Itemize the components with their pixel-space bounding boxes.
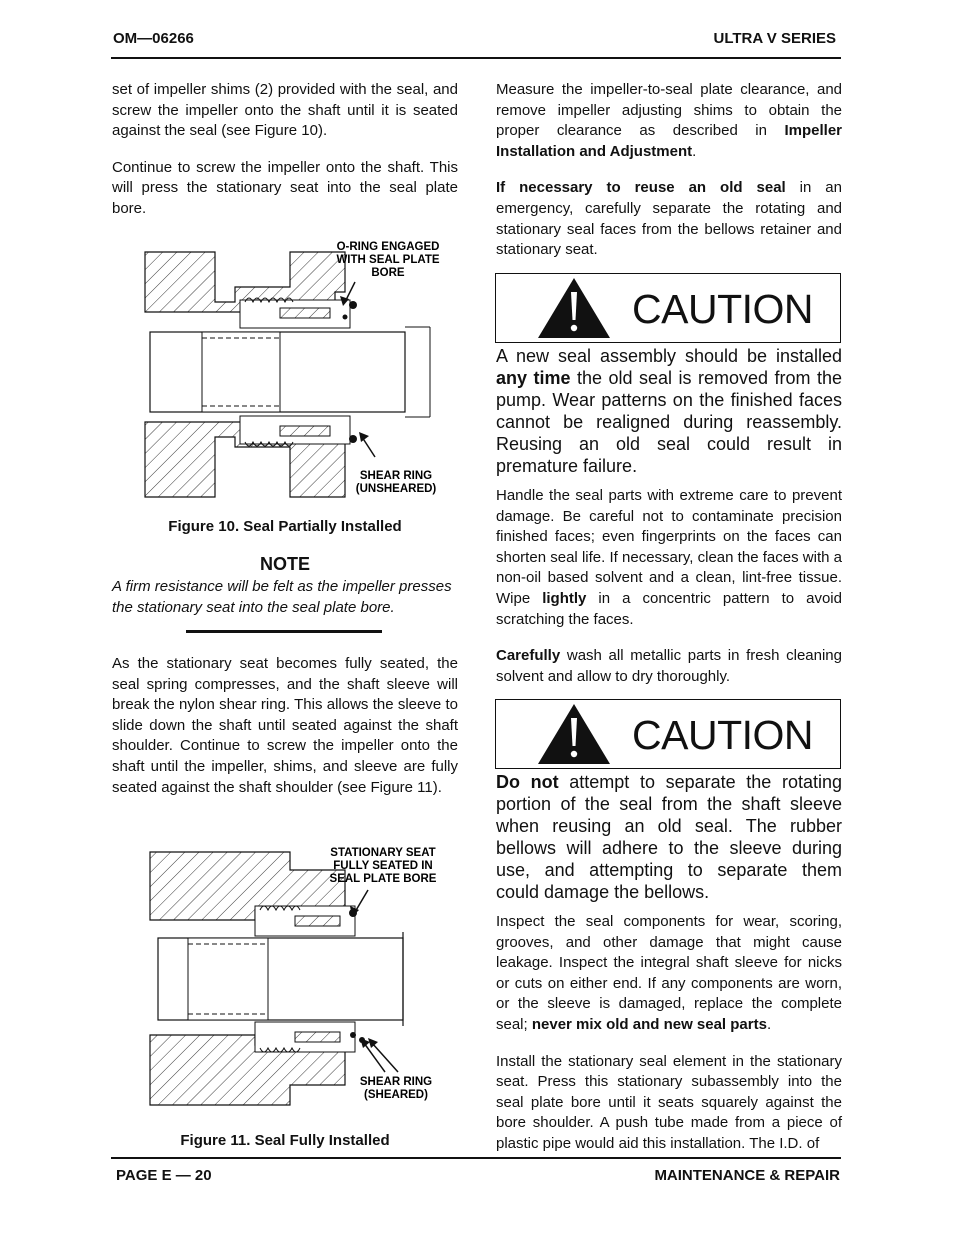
fig10-label-top-3: BORE (371, 267, 405, 279)
figure-10-seal-partially-installed (140, 232, 460, 502)
fig11-label-top-2: FULLY SEATED IN (333, 860, 433, 872)
right-column-bottom (496, 912, 842, 1171)
note-divider (186, 630, 382, 633)
footer-rule (111, 1157, 841, 1159)
fig11-label-top-1: STATIONARY SEAT (330, 847, 436, 859)
paragraph: Measure the impeller-to-seal plate clearance, and remove impeller adjusting shims to obtain the proper clearance as described in Impeller Installation and Adjustment. (496, 81, 842, 160)
page-number: PAGE E — 20 (116, 1167, 212, 1184)
figure-11-caption: Figure 11. Seal Fully Installed (180, 1132, 390, 1149)
fig10-label-top-2: WITH SEAL PLATE (336, 254, 440, 266)
paragraph: Carefully wash all metallic parts in fresh cleaning solvent and allow to dry thoroughly. (496, 647, 842, 685)
caution-text-2: Do not attempt to separate the rotating portion of the seal from the shaft sleeve when reusing an old seal. The rubber bellows will adhere to the sleeve during use, and attempting to separate them could damage the bellows. (496, 772, 842, 902)
note-title: NOTE (259, 554, 310, 574)
paragraph: Handle the seal parts with extreme care to prevent damage. Be careful not to contaminate precision finished faces; even fingerprints on the faces can shorten seal life. If necessary, clean the faces with a non-oil based solvent and a clean, lint-free tissue. Wipe lightly in a concentric pattern to avoid scratching the faces. (496, 487, 842, 628)
paragraph: Install the stationary seal element in the stationary seat. Press this stationary subassembly into the seal plate bore until it seats squarely against the bore shoulder. A push tube made from a piece of plastic pipe would aid this installation. The I.D. of (496, 1052, 842, 1152)
header-rule (111, 57, 841, 59)
caution-word: CAUTION (632, 286, 813, 332)
warning-triangle-icon (536, 702, 612, 766)
fig11-label-top-3: SEAL PLATE BORE (329, 873, 437, 885)
figure-11-seal-fully-installed (140, 840, 460, 1110)
caution-box-1 (495, 273, 841, 343)
left-column-mid (112, 654, 458, 814)
fig11-label-bottom-1: SHEAR RING (359, 1076, 433, 1088)
fig10-label-bottom-1: SHEAR RING (359, 470, 433, 482)
fig11-label-bottom-2: (SHEARED) (364, 1089, 428, 1101)
right-column-top (496, 80, 842, 277)
fig10-label-top-1: O-RING ENGAGED (336, 241, 440, 253)
note-text: A firm resistance will be felt as the impeller presses the stationary seat into the seal plate bore. (112, 578, 452, 616)
figure-10-caption: Figure 10. Seal Partially Installed (168, 518, 402, 535)
paragraph: Inspect the seal components for wear, scoring, grooves, and other damage that might cause leakage. Inspect the integral shaft sleeve for nicks or cuts on either end. If any components are worn, or the sleeve is damaged, replace the complete seal; never mix old and new seal parts. (496, 913, 842, 1033)
caution-text-1: A new seal assembly should be installed any time the old seal is removed from the pump. Wear patterns on the finished faces cannot be realigned during reassembly. Reusing an old seal could result in premature failure. (496, 346, 843, 476)
paragraph: As the stationary seat becomes fully seated, the seal spring compresses, and the shaft sleeve will break the nylon shear ring. This allows the sleeve to slide down the shaft until seated against the shaft shoulder. Continue to screw the impeller onto the shaft until the impeller, shims, and sleeve are fully seated against the shaft shoulder (see Figure 11). (112, 655, 458, 796)
document-number: OM—06266 (113, 30, 194, 47)
paragraph: If necessary to reuse an old seal in an emergency, carefully separate the rotating and stationary seal faces from the bellows retainer and stationary seat. (496, 179, 842, 259)
caution-box-2 (495, 699, 841, 769)
paragraph: Continue to screw the impeller onto the shaft. This will press the stationary seat into the seal plate bore. (112, 158, 458, 217)
section-title: MAINTENANCE & REPAIR (654, 1167, 840, 1184)
fig10-label-bottom-2: (UNSHEARED) (355, 483, 437, 495)
paragraph: set of impeller shims (2) provided with the seal, and screw the impeller onto the shaft until it is seated against the seal (see Figure 10). (112, 81, 458, 140)
caution-word: CAUTION (632, 712, 813, 758)
left-column-top (112, 80, 458, 236)
warning-triangle-icon (536, 276, 612, 340)
right-column-mid (496, 486, 842, 703)
series-title: ULTRA V SERIES (713, 30, 836, 47)
